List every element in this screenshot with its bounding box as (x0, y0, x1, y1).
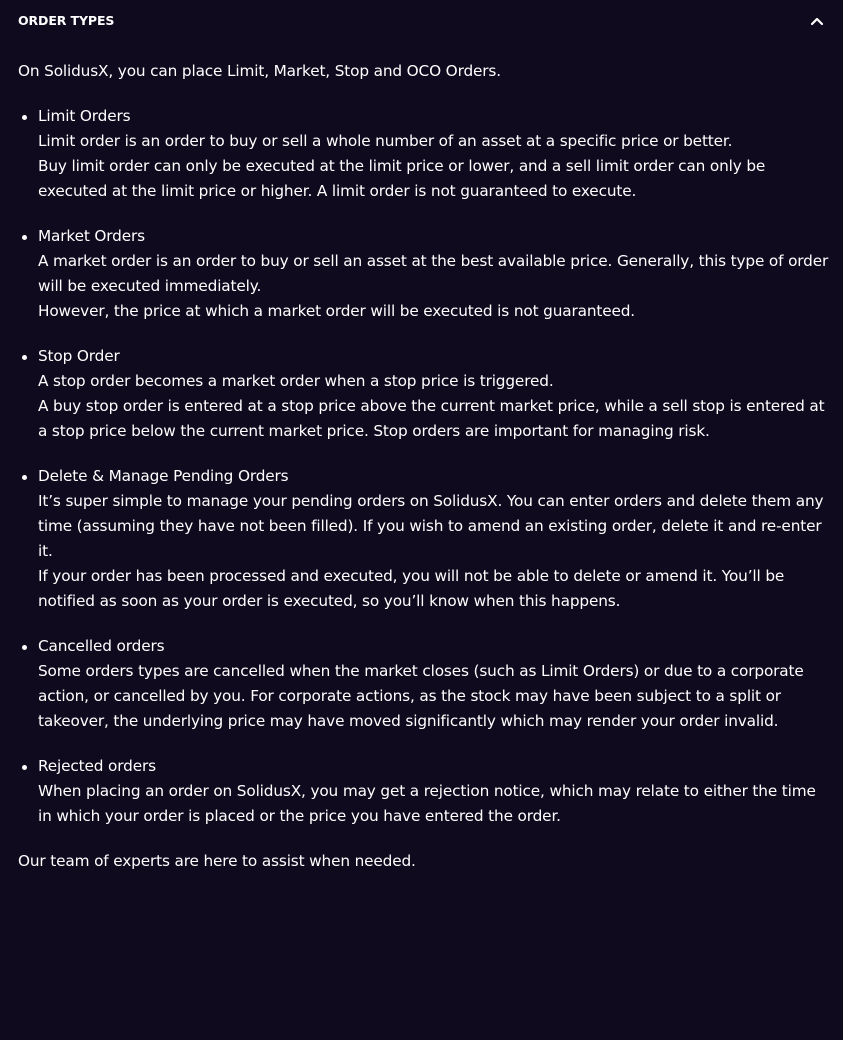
item-heading: Rejected orders (38, 757, 156, 775)
intro-text: On SolidusX, you can place Limit, Market, Stop and OCO Orders. (18, 62, 501, 80)
accordion-content (18, 59, 830, 874)
list-item-rejected-orders (18, 754, 830, 829)
item-heading: Cancelled orders (38, 637, 165, 655)
item-heading: Stop Order (38, 347, 120, 365)
list-item-stop-order (18, 344, 830, 444)
list-item-market-orders (18, 224, 830, 324)
list-item-delete-manage-pending-orders (18, 464, 830, 614)
list-item-cancelled-orders (18, 634, 830, 734)
item-paragraph: If your order has been processed and executed, you will not be able to delete or amend it. You’ll be notified as soon as your order is executed, so you’ll know when this happens. (38, 567, 785, 610)
item-paragraph: Limit order is an order to buy or sell a whole number of an asset at a specific price or better. (38, 132, 733, 150)
order-type-list (18, 104, 830, 829)
item-paragraph: It’s super simple to manage your pending orders on SolidusX. You can enter orders and delete them any time (assuming they have not been filled). If you wish to amend an existing order, delete it and re-enter it. (38, 492, 824, 560)
accordion-title: ORDER TYPES (18, 13, 115, 28)
item-heading: Limit Orders (38, 107, 131, 125)
item-paragraph: When placing an order on SolidusX, you may get a rejection notice, which may relate to either the time in which your order is placed or the price you have entered the order. (38, 782, 816, 825)
item-paragraph: Buy limit order can only be executed at the limit price or lower, and a sell limit order can only be executed at the limit price or higher. A limit order is not guaranteed to execute. (38, 157, 766, 200)
list-item-limit-orders (18, 104, 830, 204)
item-paragraph: However, the price at which a market order will be executed is not guaranteed. (38, 302, 636, 320)
item-paragraph: Some orders types are cancelled when the market closes (such as Limit Orders) or due to a corporate action, or cancelled by you. For corporate actions, as the stock may have been subject to a split or takeover, the underlying price may have moved significantly which may render your order invalid. (38, 662, 804, 730)
item-paragraph: A stop order becomes a market order when a stop price is triggered. (38, 372, 554, 390)
chevron-up-icon[interactable] (808, 13, 826, 29)
accordion-header[interactable] (0, 0, 843, 42)
outro-text: Our team of experts are here to assist when needed. (18, 852, 416, 870)
item-paragraph: A market order is an order to buy or sell an asset at the best available price. Generally, this type of order will be executed immediately. (38, 252, 829, 295)
item-heading: Market Orders (38, 227, 145, 245)
item-heading: Delete & Manage Pending Orders (38, 467, 289, 485)
item-paragraph: A buy stop order is entered at a stop price above the current market price, while a sell stop is entered at a stop price below the current market price. Stop orders are important for managing risk. (38, 397, 825, 440)
